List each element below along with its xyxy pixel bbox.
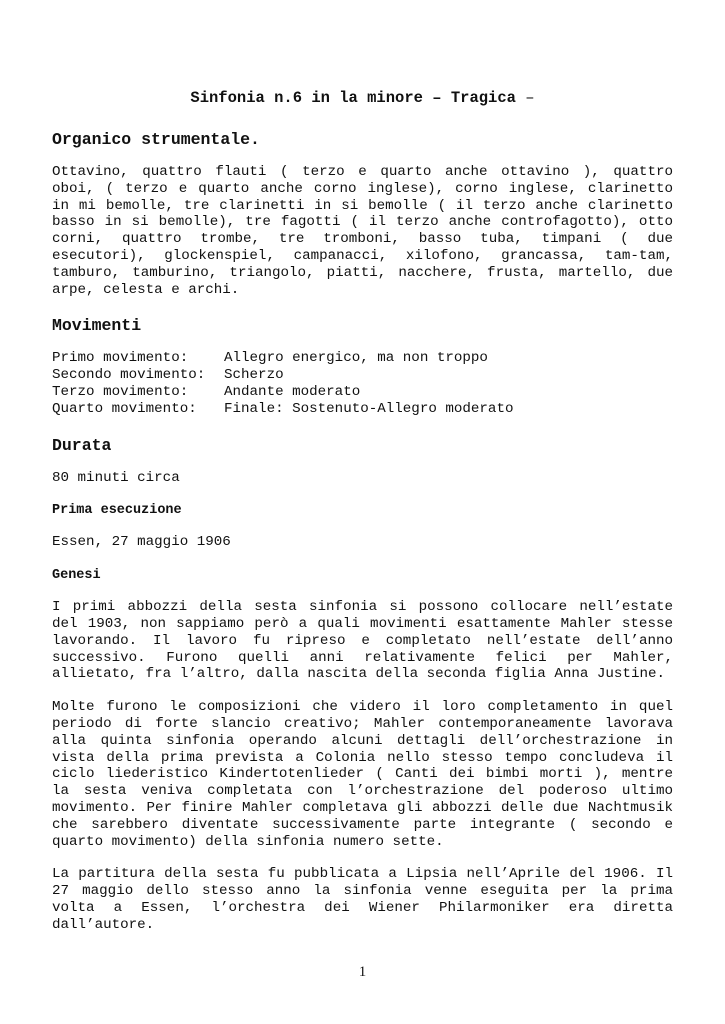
movimento-label: Terzo movimento: [52,383,189,400]
movimento-value: Allegro energico, ma non troppo [224,350,488,367]
genesi-paragraph: Molte furono le composizioni che videro il loro completamento in quel periodo di forte slancio creativo; Mahler contemporaneamente lavorava alla quinta sinfonia operando alcuni dettagli dell’orchestrazione in vista della prima prevista a Colonia nello stesso tempo concludeva il ciclo liederistico Kindertotenlieder ( Canti dei bimbi morti ), mentre la sesta veniva completata con l’orchestrazione del poderoso ultimo movimento. Per finire Mahler completava gli abbozzi delle due Nachtmusik che sarebbero diventate successivamente parte integrante ( secondo e quarto movimento) della sinfonia numero sette. [52,699,673,850]
title-text: Sinfonia n.6 in la minore – Tragica [190,89,516,107]
document-title [52,88,673,108]
page-number: 1 [358,964,367,980]
heading-movimenti: Movimenti [52,316,142,336]
heading-prima-esecuzione: Prima esecuzione [52,503,182,519]
prima-esecuzione-text: Essen, 27 maggio 1906 [52,534,231,551]
document-page [52,88,673,934]
movimento-row [52,350,513,367]
genesi-paragraph: I primi abbozzi della sesta sinfonia si possono collocare nell’estate del 1903, non sappiamo però a quali movimenti esattamente Mahler stesse lavorando. Il lavoro fu ripreso e completato nell’estate dell’anno successivo. Furono quelli anni relativamente felici per Mahler, allietato, fra l’altro, dalla nascita della seconda figlia Anna Justine. [52,599,673,683]
movimento-label: Secondo movimento: [52,367,206,384]
organico-text: Ottavino, quattro flauti ( terzo e quarto anche ottavino ), quattro oboi, ( terzo e quarto anche corno inglese), corno inglese, clarinetto in mi bemolle, tre clarinetti in si bemolle ( il terzo anche clarinetto basso in si bemolle), tre fagotti ( il terzo anche controfagotto), otto corni, quattro trombe, tre tromboni, basso tuba, timpani ( due esecutori), glockenspiel, campanacci, xilofono, grancassa, tam-tam, tamburo, tamburino, triangolo, piatti, nacchere, frusta, martello, due arpe, celesta e archi. [52,164,673,298]
movimento-value: Finale: Sostenuto-Allegro moderato [224,400,514,417]
movimento-row [52,401,513,418]
movimenti-table [52,350,513,417]
heading-genesi: Genesi [52,568,101,584]
heading-organico: Organico strumentale. [52,130,260,149]
genesi-paragraph: La partitura della sesta fu pubblicata a Lipsia nell’Aprile del 1906. Il 27 maggio dello stesso anno la sinfonia venne eseguita per la prima volta a Essen, l’orchestra dei Wiener Philarmoniker era diretta dall’autore. [52,866,673,933]
durata-text: 80 minuti circa [52,469,180,486]
movimento-row [52,384,513,401]
movimento-value: Andante moderato [224,383,361,400]
movimento-row [52,367,513,384]
movimento-label: Quarto movimento: [52,400,197,417]
title-trailing-dash: – [515,89,535,107]
heading-durata: Durata [52,435,112,455]
movimento-label: Primo movimento: [52,350,189,367]
movimento-value: Scherzo [224,367,284,384]
